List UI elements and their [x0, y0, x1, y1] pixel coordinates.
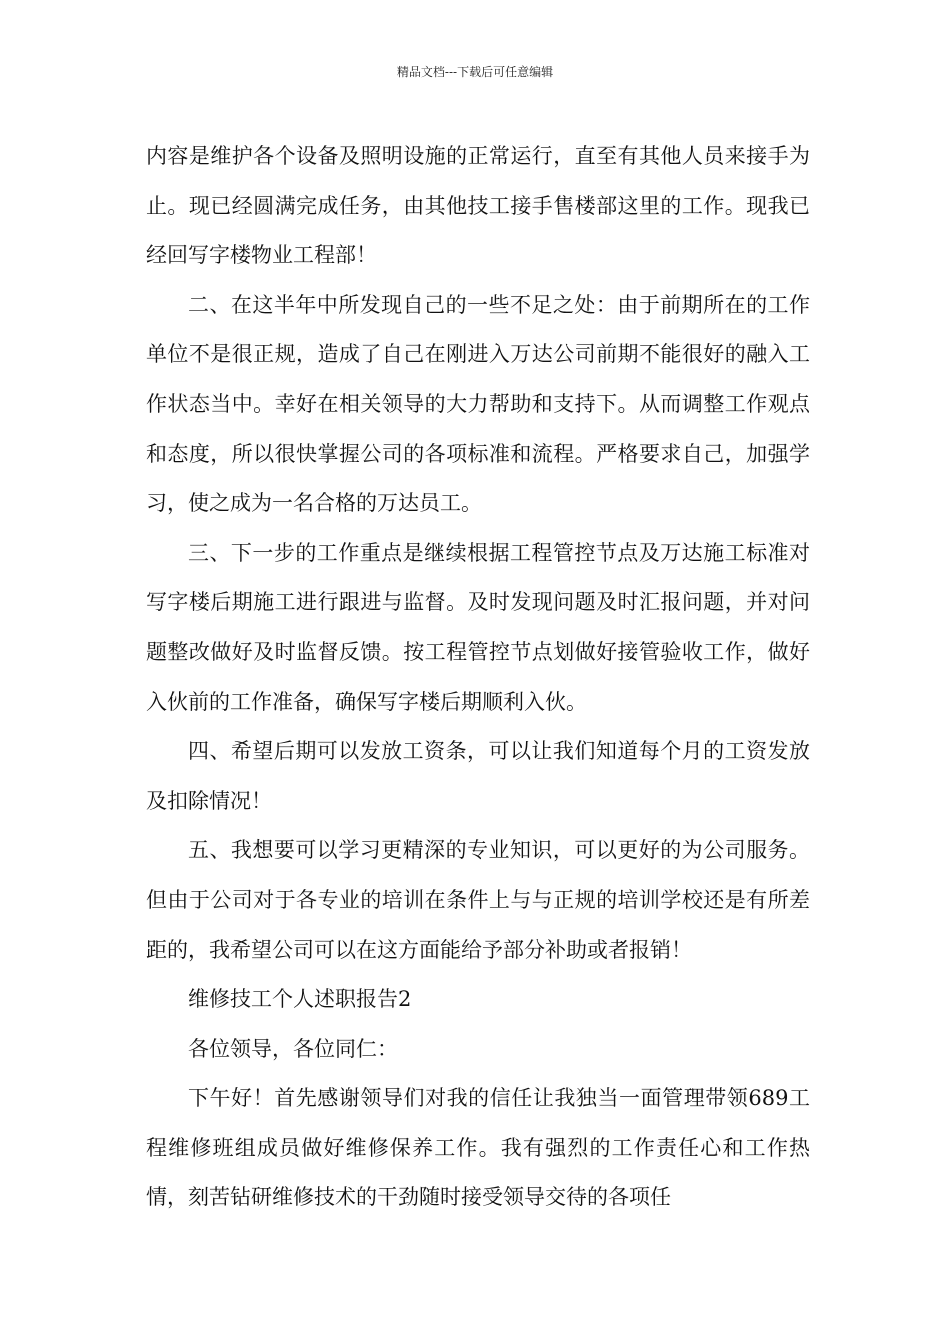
report-title: 维修技工个人述职报告2 — [188, 987, 412, 1012]
paragraph-continuation: 内容是维护各个设备及照明设施的正常运行，直至有其他人员来接手为止。现已经圆满完成任务，由其他技工接手售楼部这里的工作。现我已经回写字楼物业工程部！ — [146, 144, 810, 268]
paragraph-section-2: 二、在这半年中所发现自己的一些不足之处：由于前期所在的工作单位不是很正规，造成了自己在刚进入万达公司前期不能很好的融入工作状态当中。幸好在相关领导的大力帮助和支持下。从而调整工作观点和态度，所以很快掌握公司的各项标准和流程。严格要求自己，加强学习，使之成为一名合格的万达员工。 — [146, 292, 810, 516]
document-body — [146, 132, 810, 1223]
paragraph-section-5: 五、我想要可以学习更精深的专业知识，可以更好的为公司服务。但由于公司对于各专业的培训在条件上与与正规的培训学校还是有所差距的，我希望公司可以在这方面能给予部分补助或者报销！ — [146, 838, 810, 962]
paragraph-opening: 下午好！首先感谢领导们对我的信任让我独当一面管理带领689工程维修班组成员做好维修保养工作。我有强烈的工作责任心和工作热情，刻苦钻研维修技术的干劲随时接受领导交待的各项任 — [146, 1086, 810, 1210]
paragraph-section-4: 四、希望后期可以发放工资条，可以让我们知道每个月的工资发放及扣除情况！ — [146, 739, 810, 813]
paragraph-section-3: 三、下一步的工作重点是继续根据工程管控节点及万达施工标准对写字楼后期施工进行跟进与监督。及时发现问题及时汇报问题，并对问题整改做好及时监督反馈。按工程管控节点划做好接管验收工作，做好入伙前的工作准备，确保写字楼后期顺利入伙。 — [146, 540, 810, 714]
salutation: 各位领导，各位同仁： — [188, 1036, 398, 1061]
page-header: 精品文档---下载后可任意编辑 — [396, 65, 554, 79]
